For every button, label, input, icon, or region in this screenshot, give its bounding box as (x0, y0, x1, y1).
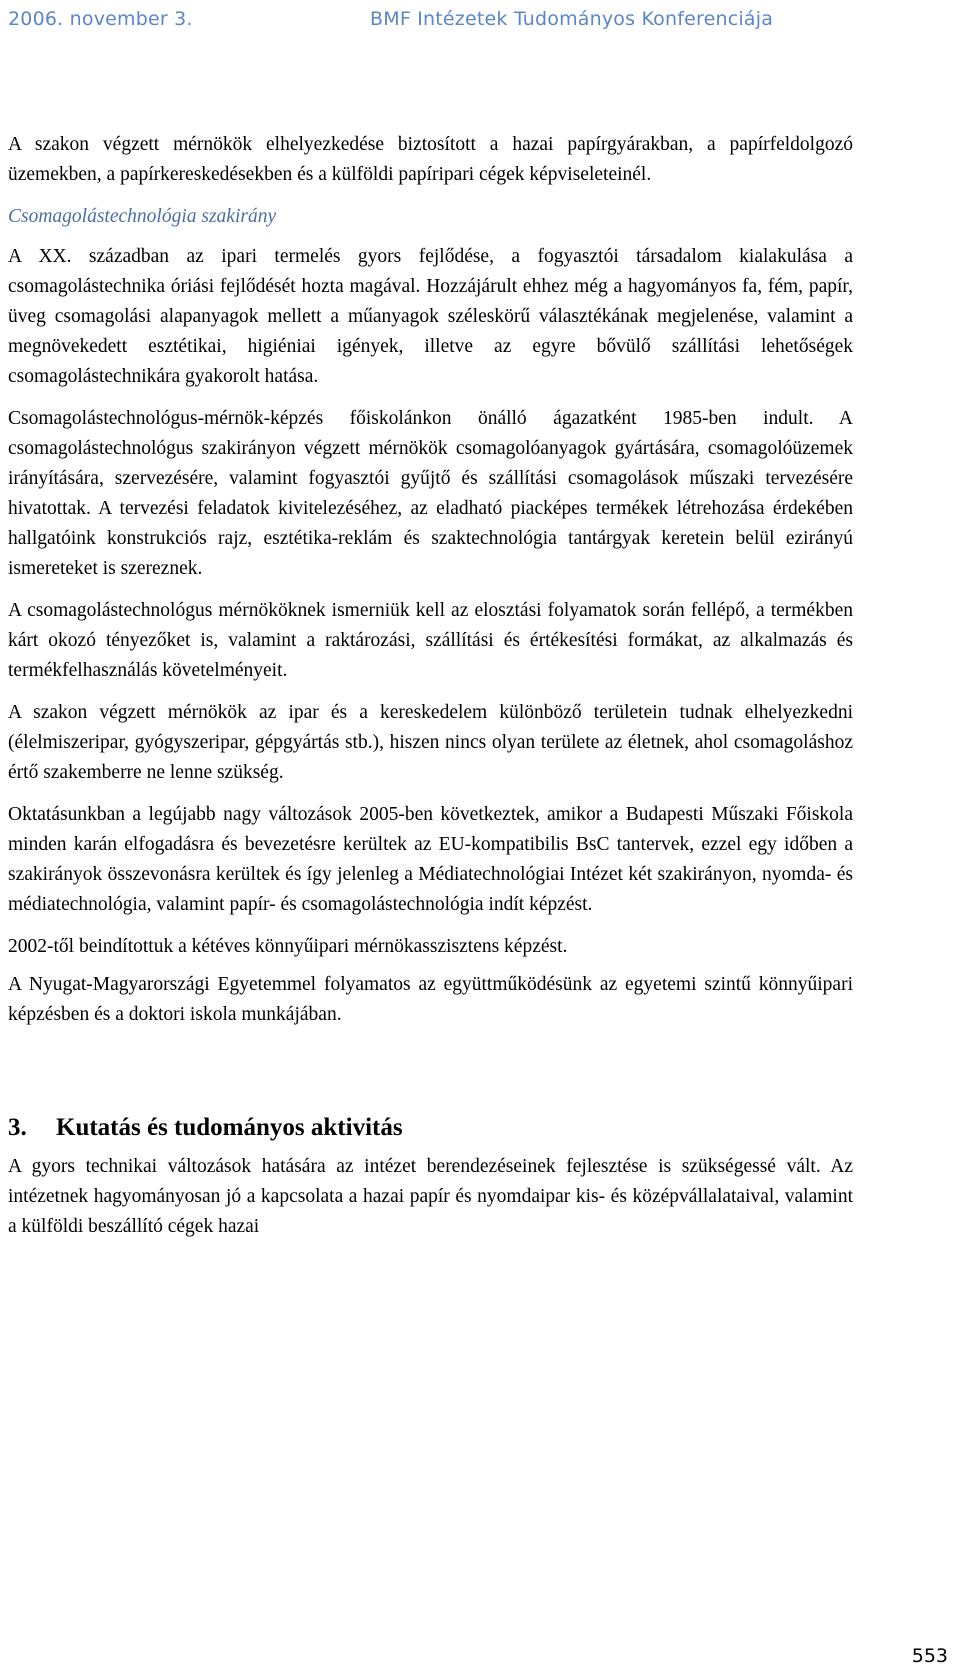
section-number: 3. (8, 1114, 27, 1141)
header-date: 2006. november 3. (8, 8, 193, 30)
paragraph-research-activity: A gyors technikai változások hatására az intézet berendezéseinek fejlesztése is szükségessé vált. Az intézetnek hagyományosan jó a kapcsolata a hazai papír és nyomdaipar kis- és középvállalataival, valamint a külföldi beszállító cégek hazai (8, 1156, 853, 1237)
document-body (8, 130, 853, 1254)
paragraph-assistant-training: 2002-től beindítottuk a kétéves könnyűipari mérnökasszisztens képzést. (8, 936, 568, 957)
paragraph-engineer-knowledge: A csomagolástechnológus mérnököknek ismerniük kell az elosztási folyamatok során fellépő, a termékben kárt okozó tényezőket is, valamint a raktározási, szállítási és értékesítési formákat, az alkalmazás és termékfelhasználás követelményeit. (8, 600, 853, 681)
paragraph-education-changes: Oktatásunkban a legújabb nagy változások 2005-ben következtek, amikor a Budapesti Műszaki Főiskola minden karán elfogadásra és bevezetésre kerültek az EU-kompatibilis BsC tantervek, ezzel egy időben a szakirányok összevonásra kerültek és így jelenleg a Médiatechnológiai Intézet két szakirányon, nyomda- és médiatechnológia, valamint papír- és csomagolástechnológia indít képzést. (8, 804, 853, 915)
paragraph-placement-paper: A szakon végzett mérnökök elhelyezkedése biztosított a hazai papírgyárakban, a papírfeldolgozó üzemekben, a papírkereskedésekben és a külföldi papíripari cégek képviseleteinél. (8, 134, 853, 185)
section-title: Kutatás és tudományos aktivitás (56, 1114, 403, 1141)
header-conference-title: BMF Intézetek Tudományos Konferenciája (370, 8, 774, 30)
subheading-packaging-technology: Csomagolástechnológia szakirány (8, 206, 277, 227)
page-header (0, 2, 960, 42)
paragraph-university-cooperation: A Nyugat-Magyarországi Egyetemmel folyamatos az együttműködésünk az egyetemi szintű könnyűipari képzésben és a doktori iskola munkájában. (8, 974, 853, 1025)
section-heading (8, 1110, 853, 1146)
page-number: 553 (911, 1645, 948, 1667)
paragraph-employment: A szakon végzett mérnökök az ipar és a kereskedelem különböző területein tudnak elhelyezkedni (élelmiszeripar, gyógyszeripar, gépgyártás stb.), hiszen nincs olyan területe az életnek, ahol csomagoláshoz értő szakemberre ne lenne szükség. (8, 702, 853, 783)
paragraph-packaging-history: A XX. században az ipari termelés gyors fejlődése, a fogyasztói társadalom kialakulása a csomagolástechnika óriási fejlődését hozta magával. Hozzájárult ehhez még a hagyományos fa, fém, papír, üveg csomagolási alapanyagok mellett a műanyagok széleskörű választékának megjelenése, valamint a megnövekedett esztétikai, higiéniai igények, illetve az egyre bővülő szállítási lehetőségek csomagolástechnikára gyakorolt hatása. (8, 246, 853, 387)
paragraph-packaging-training: Csomagolástechnológus-mérnök-képzés főiskolánkon önálló ágazatként 1985-ben indult. A csomagolástechnológus szakirányon végzett mérnökök csomagolóanyagok gyártására, csomagolóüzemek irányítására, szervezésére, valamint fogyasztói gyűjtő és szállítási csomagolások műszaki tervezésére hivatottak. A tervezési feladatok kivitelezéséhez, az eladható piacképes termékek létrehozása érdekében hallgatóink konstrukciós rajz, esztétika-reklám és szaktechnológia tantárgyak keretein belül ezirányú ismereteket is szereznek. (8, 408, 853, 579)
